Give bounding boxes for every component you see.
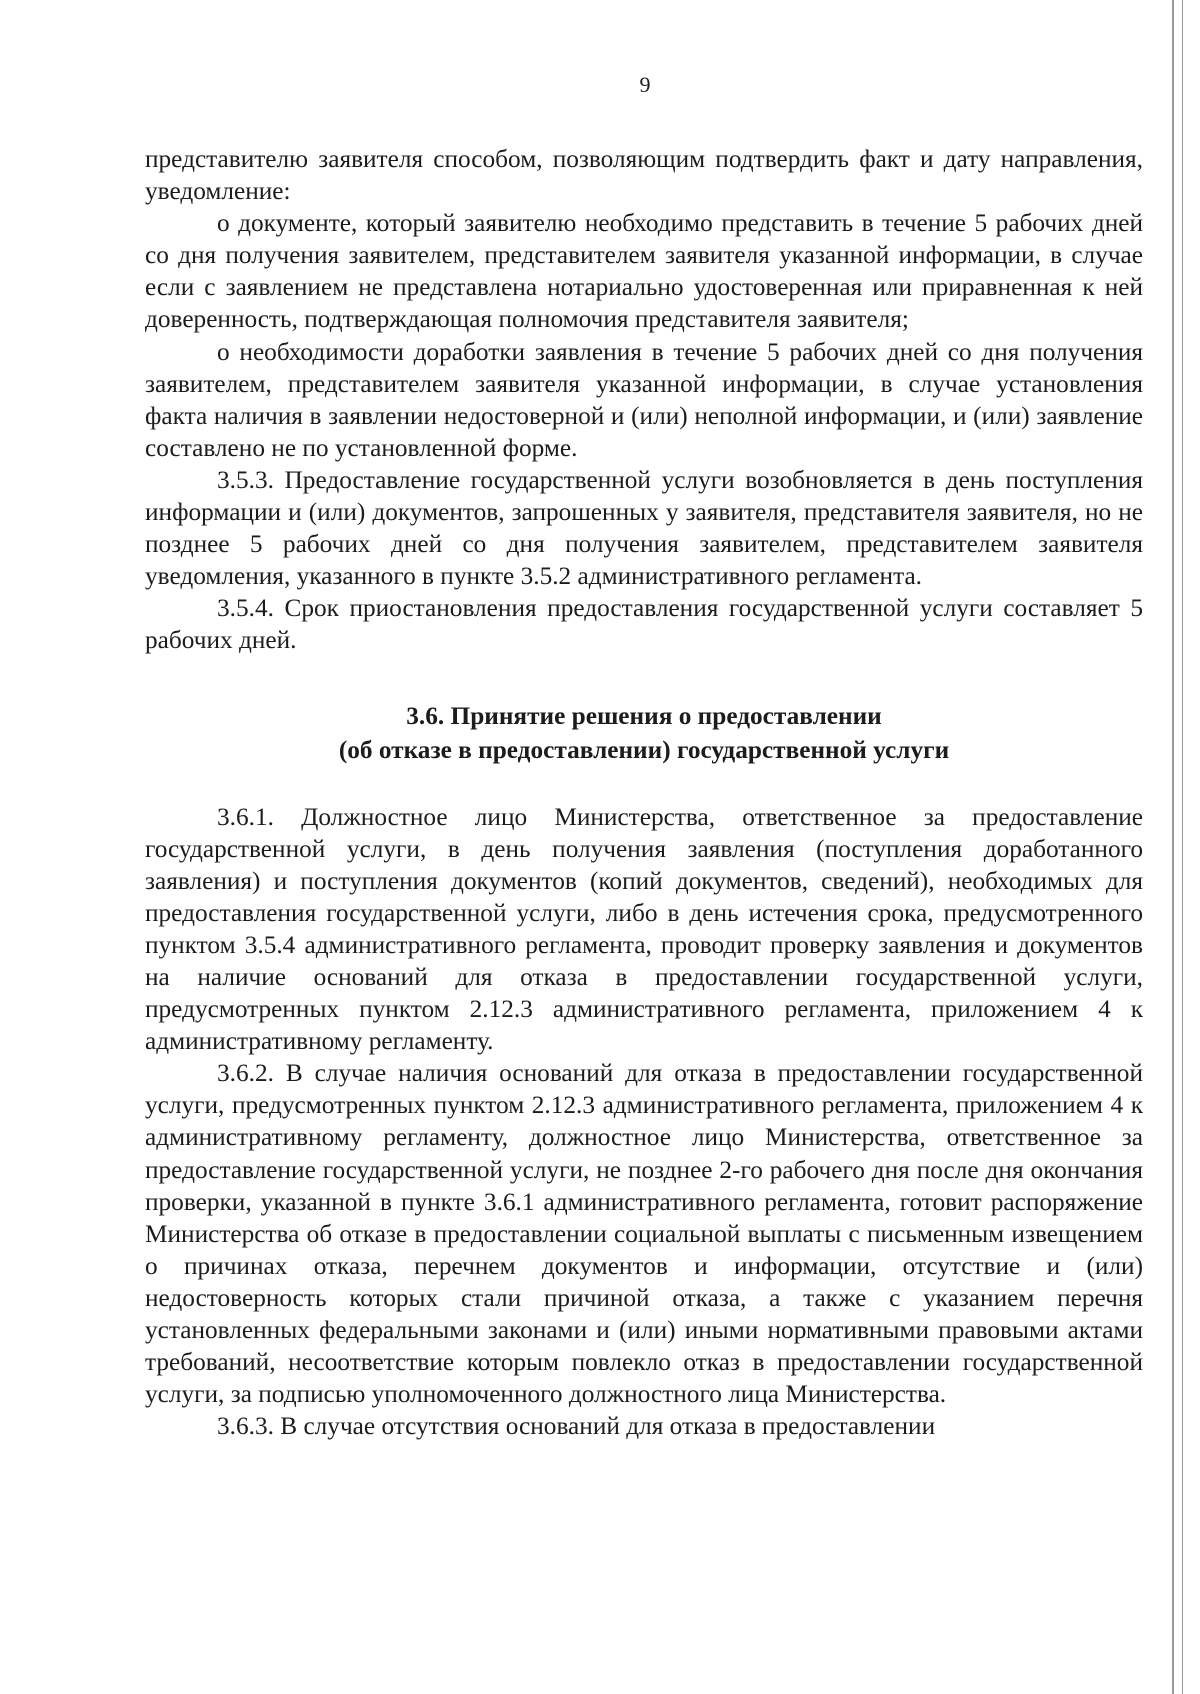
scan-edge-line-1 [1172, 0, 1174, 1694]
section-heading-line-2: (об отказе в предоставлении) государственной услуги [338, 735, 950, 764]
paragraph: 3.5.3. Предоставление государственной услуги возобновляется в день поступления информации и (или) документов, запрошенных у заявителя, представителя заявителя, но не позднее 5 рабочих дней со дня получения заявителем, представителем заявителя уведомления, указанного в пункте 3.5.2 административного регламента. [145, 465, 1143, 591]
paragraph: представителю заявителя способом, позволяющим подтвердить факт и дату направления, уведомление: [145, 145, 1143, 206]
paragraph: 3.6.1. Должностное лицо Министерства, ответственное за предоставление государственной услуги, в день получения заявления (поступления доработанного заявления) и поступления документов (копий документов, сведений), необходимых для предоставления государственной услуги, либо в день истечения срока, предусмотренного пунктом 3.5.4 административного регламента, проводит проверку заявления и документов на наличие оснований для отказа в предоставлении государственной услуги, предусмотренных пунктом 2.12.3 административного регламента, приложением 4 к административному регламенту. [145, 802, 1143, 1056]
section-heading-line-1: 3.6. Принятие решения о предоставлении [406, 701, 882, 730]
paragraph: 3.6.2. В случае наличия оснований для отказа в предоставлении государственной услуги, предусмотренных пунктом 2.12.3 административного регламента, приложением 4 к административному регламенту, должностное лицо Министерства, ответственное за предоставление государственной услуги, не позднее 2-го рабочего дня после дня окончания проверки, указанной в пункте 3.6.1 административного регламента, готовит распоряжение Министерства об отказе в предоставлении социальной выплаты с письменным извещением о причинах отказа, перечнем документов и информации, отсутствие и (или) недостоверность которых стали причиной отказа, а также с указанием перечня установленных федеральными законами и (или) иными нормативными правовыми актами требований, несоответствие которым повлекло отказ в предоставлении государственной услуги, за подписью уполномоченного должностного лица Министерства. [145, 1059, 1143, 1409]
page-number: 9 [639, 72, 651, 97]
paragraph: 3.5.4. Срок приостановления предоставления государственной услуги составляет 5 рабочих дней. [145, 594, 1143, 655]
paragraph: о документе, который заявителю необходимо представить в течение 5 рабочих дней со дня получения заявителем, представителем заявителя указанной информации, в случае если с заявлением не представлена нотариально удостоверенная или приравненная к ней доверенность, подтверждающая полномочия представителя заявителя; [145, 209, 1143, 334]
section-heading [145, 699, 1143, 767]
scan-edge-line-2 [1182, 0, 1183, 1694]
document-body [145, 143, 1143, 1442]
paragraph: 3.6.3. В случае отсутствия оснований для отказа в предоставлении [217, 1412, 936, 1441]
paragraph: о необходимости доработки заявления в течение 5 рабочих дней со дня получения заявителем, представителем заявителя указанной информации, в случае установления факта наличия в заявлении недостоверной и (или) неполной информации, и (или) заявление составлено не по установленной форме. [145, 337, 1143, 462]
